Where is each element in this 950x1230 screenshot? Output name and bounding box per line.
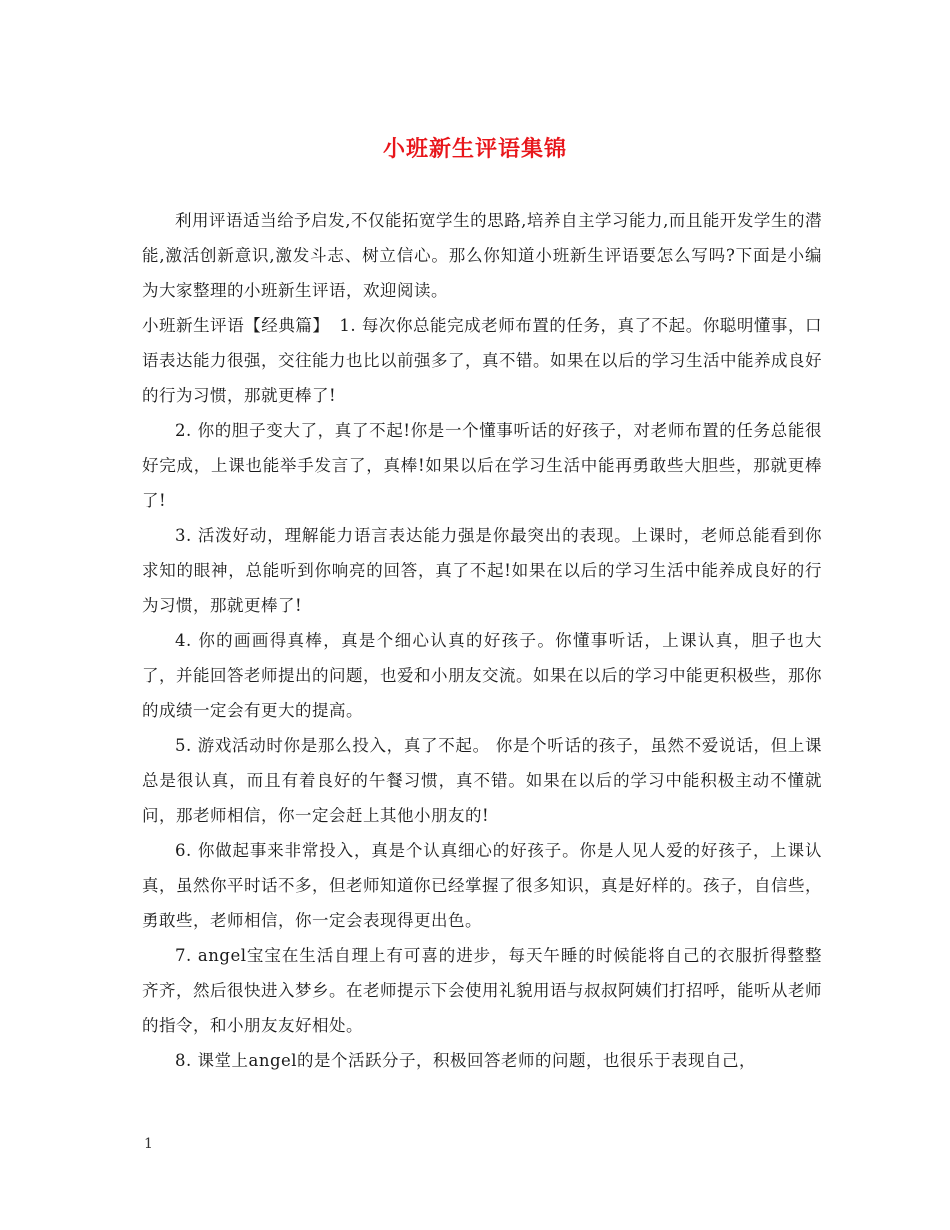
section-heading: 小班新生评语【经典篇】 — [142, 316, 330, 335]
document-body — [142, 203, 822, 1078]
comment-item-6: 6. 你做起事来非常投入，真是个认真细心的好孩子。你是人见人爱的好孩子，上课认真，虽然你平时话不多，但老师知道你已经掌握了很多知识，真是好样的。孩子，自信些，勇敢些，老师相信，你一定会表现得更出色。 — [142, 841, 822, 930]
intro-paragraph: 利用评语适当给予启发,不仅能拓宽学生的思路,培养自主学习能力,而且能开发学生的潜能,激活创新意识,激发斗志、树立信心。那么你知道小班新生评语要怎么写吗?下面是小编为大家整理的小班新生评语，欢迎阅读。 — [142, 211, 822, 300]
comment-item-3: 3. 活泼好动，理解能力语言表达能力强是你最突出的表现。上课时，老师总能看到你求知的眼神，总能听到你响亮的回答，真了不起!如果在以后的学习生活中能养成良好的行为习惯，那就更棒了! — [142, 526, 822, 615]
comment-item-5: 5. 游戏活动时你是那么投入，真了不起。 你是个听话的孩子，虽然不爱说话，但上课总是很认真，而且有着良好的午餐习惯，真不错。如果在以后的学习中能积极主动不懂就问，那老师相信，你一定会赶上其他小朋友的! — [142, 736, 822, 825]
section-paragraph — [142, 308, 822, 413]
comment-item-4: 4. 你的画画得真棒，真是个细心认真的好孩子。你懂事听话，上课认真，胆子也大了，并能回答老师提出的问题，也爱和小朋友交流。如果在以后的学习中能更积极些，那你的成绩一定会有更大的提高。 — [142, 631, 822, 720]
document-title: 小班新生评语集锦 — [382, 136, 567, 162]
comment-item-8: 8. 课堂上angel的是个活跃分子，积极回答老师的问题，也很乐于表现自己， — [175, 1051, 757, 1070]
comment-item-2: 2. 你的胆子变大了，真了不起!你是一个懂事听话的好孩子，对老师布置的任务总能很好完成，上课也能举手发言了，真棒!如果以后在学习生活中能再勇敢些大胆些，那就更棒了! — [142, 421, 822, 510]
comment-item-7: 7. angel宝宝在生活自理上有可喜的进步，每天午睡的时候能将自己的衣服折得整整齐齐，然后很快进入梦乡。在老师提示下会使用礼貌用语与叔叔阿姨们打招呼，能听从老师的指令，和小朋友友好相处。 — [142, 946, 822, 1035]
page-number: 1 — [144, 1136, 153, 1152]
comment-item-1: 1. 每次你总能完成老师布置的任务，真了不起。你聪明懂事，口语表达能力很强，交往能力也比以前强多了，真不错。如果在以后的学习生活中能养成良好的行为习惯，那就更棒了! — [142, 316, 822, 405]
